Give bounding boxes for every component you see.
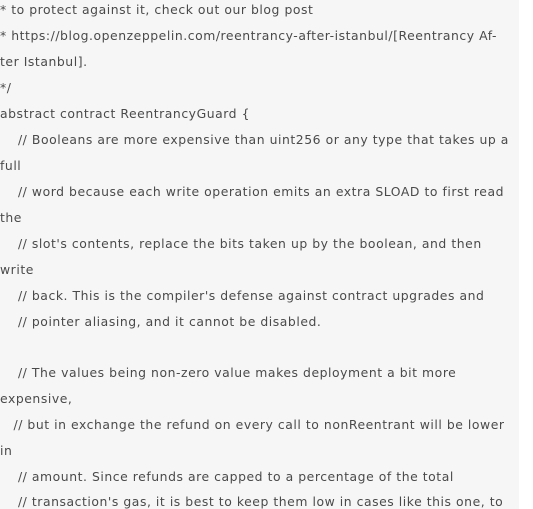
code-line: // amount. Since refunds are capped to a percentage of the total	[0, 469, 454, 484]
code-line: */	[0, 80, 12, 95]
code-line: * to protect against it, check out our blog post	[0, 2, 314, 17]
code-line: ter Istanbul].	[0, 54, 88, 69]
code-line: write	[0, 262, 34, 277]
page-margin	[519, 0, 533, 509]
code-line: // but in exchange the refund on every call to nonReentrant will be lower	[0, 417, 505, 432]
code-line: // The values being non-zero value makes deployment a bit more	[0, 365, 457, 380]
code-line: // transaction's gas, it is best to keep them low in cases like this one, to	[0, 494, 504, 509]
code-line: abstract contract ReentrancyGuard {	[0, 106, 251, 121]
code-line: // back. This is the compiler's defense against contract upgrades and	[0, 288, 485, 303]
code-line: // Booleans are more expensive than uint256 or any type that takes up a	[0, 132, 509, 147]
code-line: full	[0, 158, 22, 173]
code-line: // word because each write operation emits an extra SLOAD to first read	[0, 184, 505, 199]
code-line: expensive,	[0, 391, 73, 406]
code-line: in	[0, 443, 13, 458]
code-line: the	[0, 210, 22, 225]
code-line: // slot's contents, replace the bits taken up by the boolean, and then	[0, 236, 482, 251]
code-line: * https://blog.openzeppelin.com/reentrancy-after-istanbul/[Reentrancy Af-	[0, 28, 498, 43]
code-line: // pointer aliasing, and it cannot be disabled.	[0, 314, 322, 329]
